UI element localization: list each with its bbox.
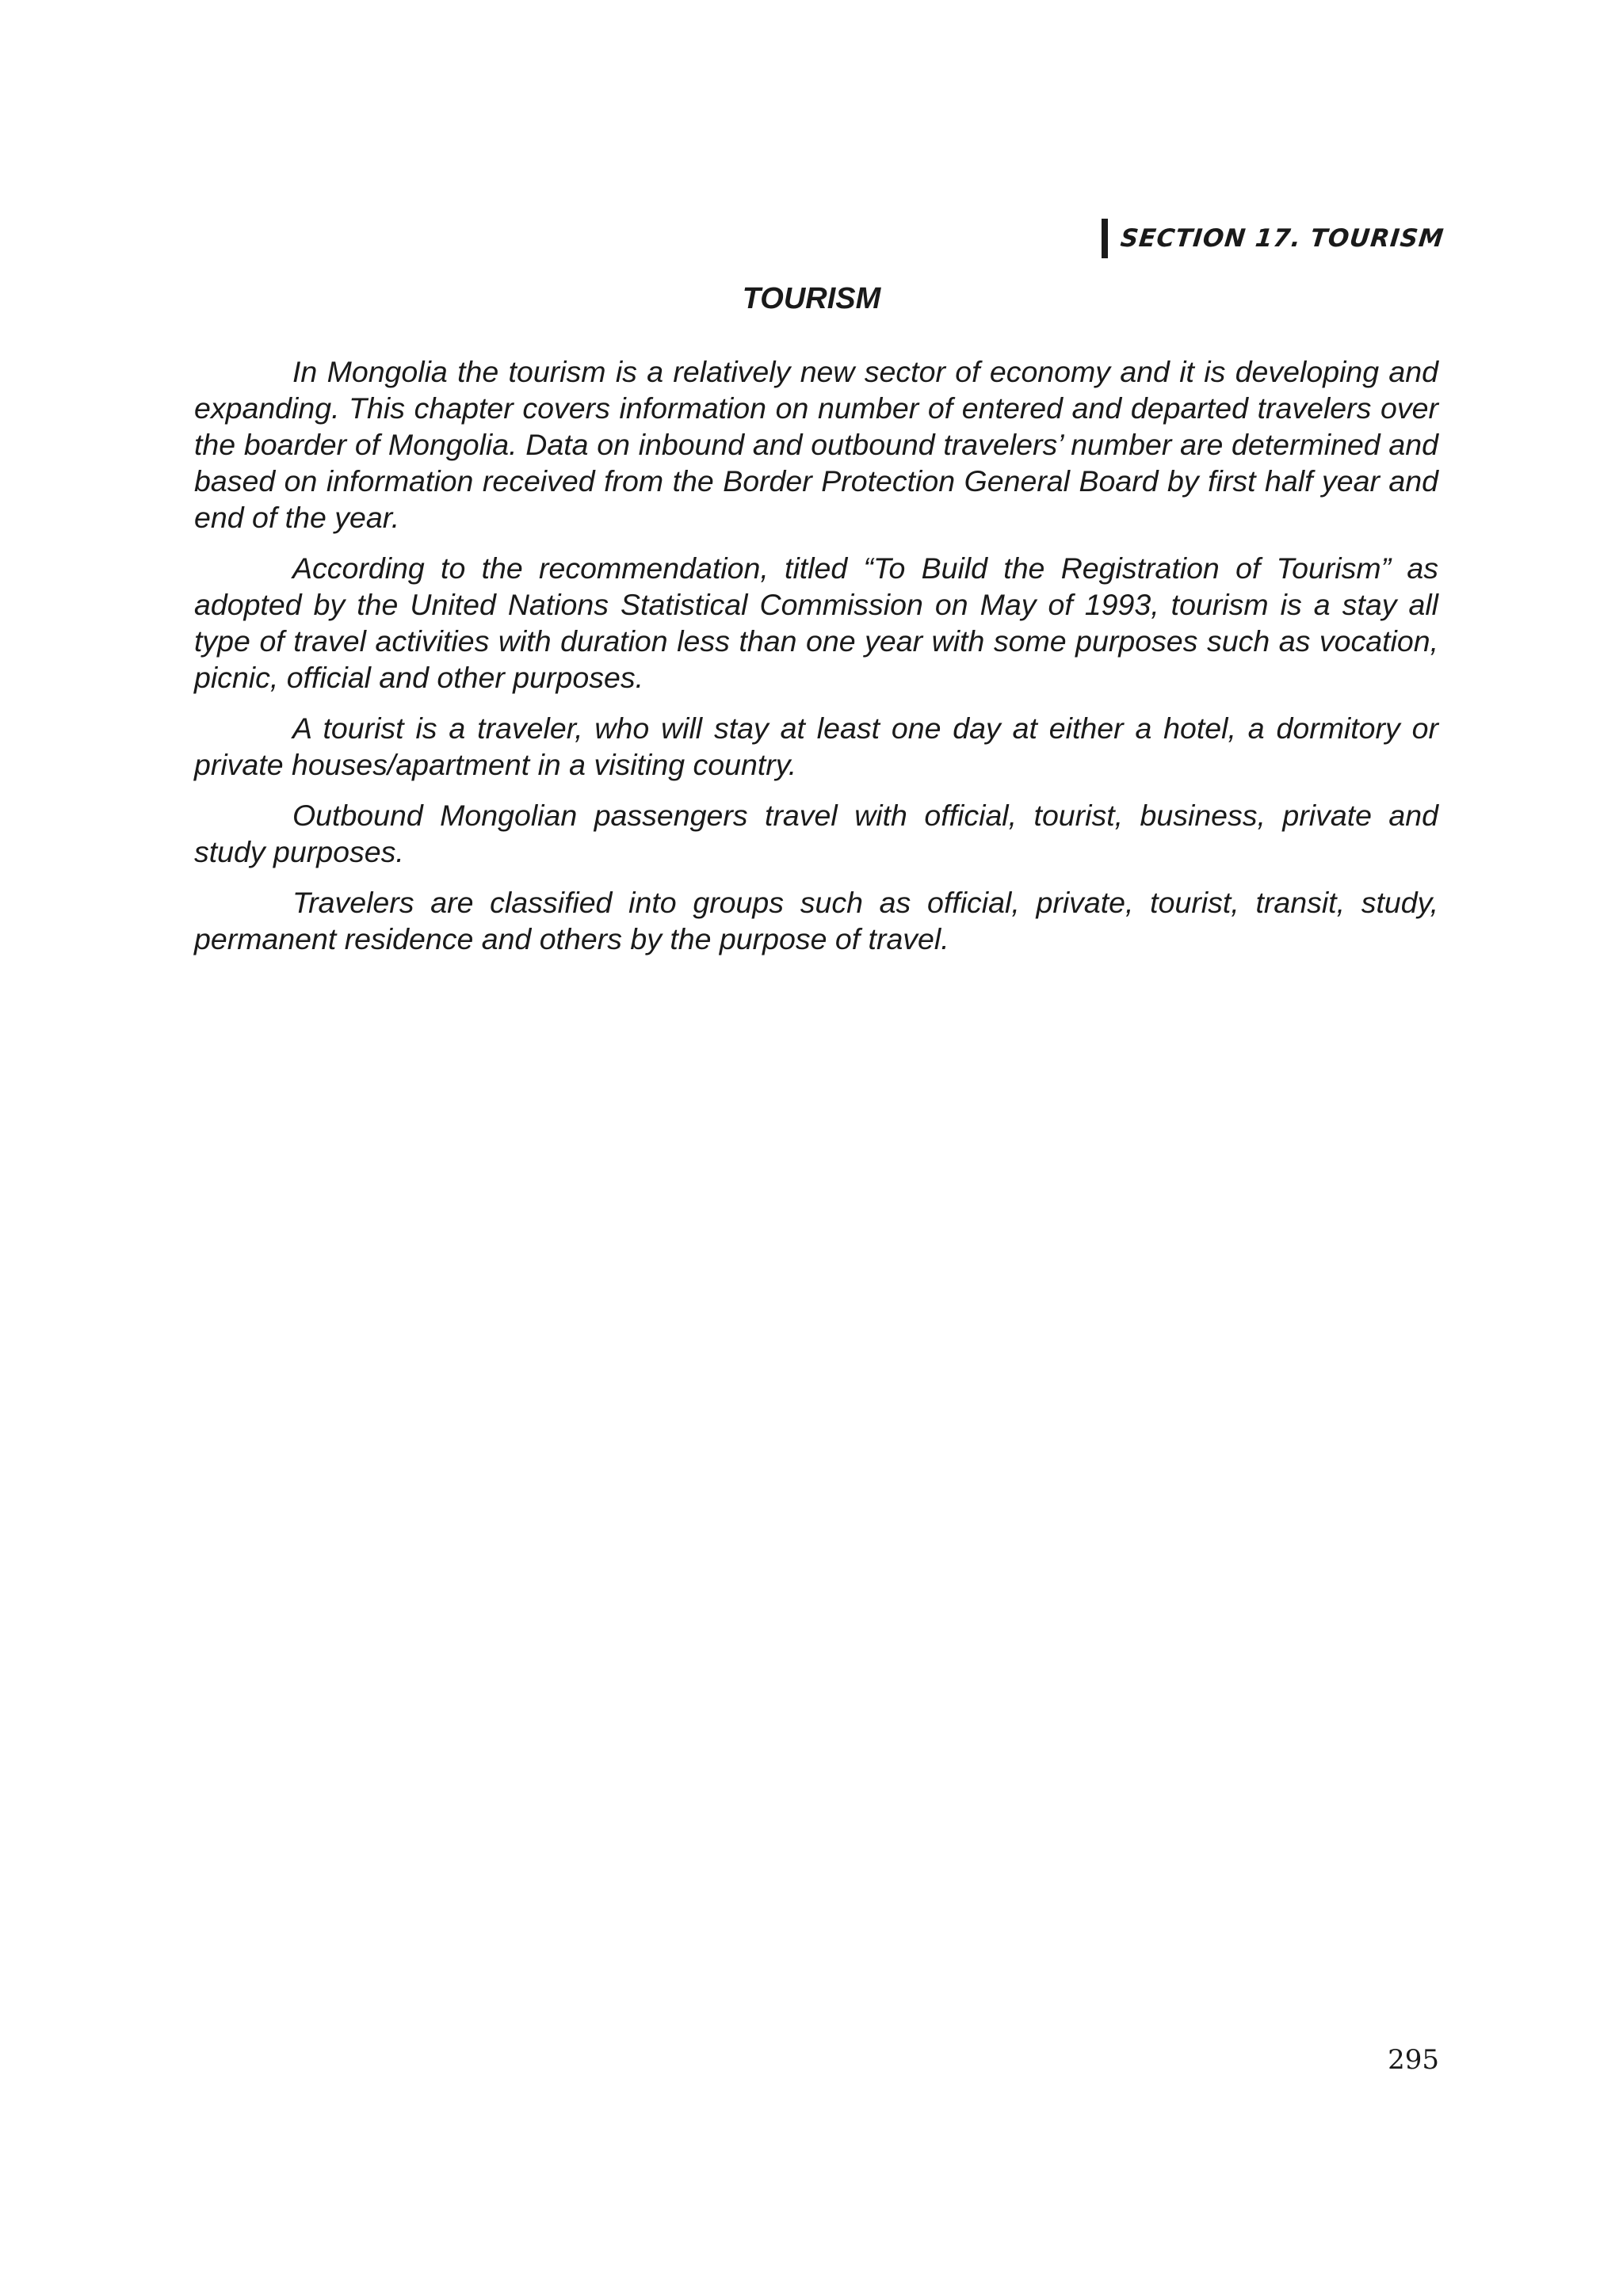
paragraph: A tourist is a traveler, who will stay at least one day at either a hotel, a dormitory or private houses/apartment in a visiting country.: [194, 711, 1438, 781]
section-divider-bar: [1102, 219, 1108, 258]
paragraph: Travelers are classified into groups such as official, private, tourist, transit, study, permanent residence and others by the purpose of travel.: [194, 886, 1438, 955]
page-title: TOURISM: [742, 282, 881, 315]
paragraph: In Mongolia the tourism is a relatively new sector of economy and it is developing and expanding. This chapter covers information on number of entered and departed travelers over the boarder of Mongolia. Data on inbound and outbound travelers’ number are determined and based on information received from the Border Protection General Board by first half year and end of the year.: [194, 355, 1438, 534]
section-header: [1102, 219, 1444, 258]
body-text: [194, 353, 1438, 971]
paragraph: According to the recommendation, titled “To Build the Registration of Tourism” as adopted by the United Nations Statistical Commission on May of 1993, tourism is a stay all type of travel activities with duration less than one year with some purposes such as vocation, picnic, official and other purposes.: [194, 551, 1438, 694]
paragraph: Outbound Mongolian passengers travel with official, tourist, business, private and study purposes.: [194, 799, 1438, 868]
page-number: 295: [1388, 2044, 1439, 2076]
section-label: SECTION 17. TOURISM: [1119, 224, 1445, 253]
